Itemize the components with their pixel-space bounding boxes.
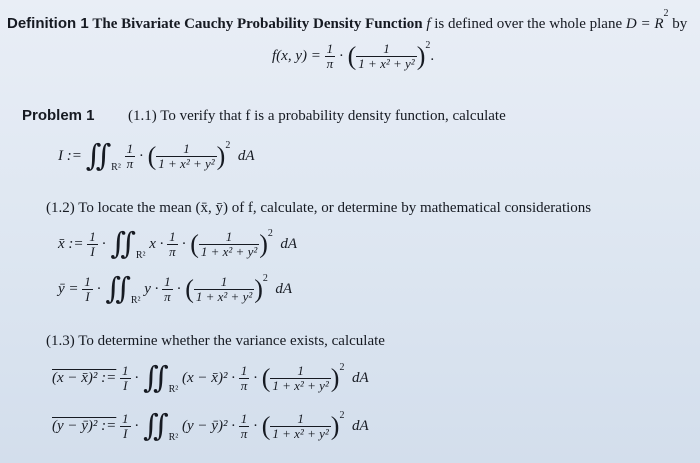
definition-f: f bbox=[426, 16, 431, 32]
problem-1-2: (1.2) To locate the mean (x̄, ȳ) of f, calculate, or determine by mathematical considerations bbox=[46, 200, 592, 216]
density-fraction: $\frac{1}{\text{1 + x² + y²}}$ bbox=[358, 41, 415, 72]
definition-by: by bbox=[672, 16, 688, 32]
definition-domain: D = R bbox=[625, 16, 664, 32]
problem-1-3: (1.3) To determine whether the variance exists, calculate bbox=[46, 333, 385, 349]
definition-line bbox=[7, 8, 687, 33]
eq-vary: (y − ȳ)² := $\frac{1}{I}$ · $∬_{R^2}$ (y − ȳ)² · $\frac{1}{\pi}$ · ( $\frac{1}{\text{1 + x² + y²}}$ )$^2$ dA bbox=[52, 409, 369, 443]
one-over-pi: $\frac{1}{\pi}$ bbox=[326, 41, 334, 72]
eq-I: I := $∬_{R^2}$ $\frac{1}{\pi}$ · ( $\frac{1}{\text{1 + x² + y²}}$ )$^2$ dA bbox=[58, 139, 255, 173]
density-formula: f(x, y) = $\frac{1}{\pi}$ · ( $\frac{1}{\text{1 + x² + y²}}$ )$^2$. bbox=[272, 40, 435, 72]
eq-xbar: x̄ := $\frac{1}{I}$ · $∬_{R^2}$ x · $\frac{1}{\pi}$ · ( $\frac{1}{\text{1 + x² + y²}}$ )$^2$ dA bbox=[58, 227, 298, 261]
definition-domain-exp: 2 bbox=[663, 8, 669, 19]
eq-ybar: ȳ = $\frac{1}{I}$ · $∬_{R^2}$ y · $\frac{1}{\pi}$ · ( $\frac{1}{\text{1 + x² + y²}}$ )$^2$ dA bbox=[58, 272, 293, 306]
definition-label: Definition 1 bbox=[7, 15, 89, 32]
definition-tail: is defined over the whole plane bbox=[434, 16, 623, 32]
eq-varx: (x − x̄)² := $\frac{1}{I}$ · $∬_{R^2}$ (x − x̄)² · $\frac{1}{\pi}$ · ( $\frac{1}{\text{1 + x² + y²}}$ )$^2$ dA bbox=[52, 361, 369, 395]
density-lhs: f(x, y) = bbox=[272, 48, 321, 64]
problem-label: Problem 1 bbox=[22, 107, 95, 124]
definition-title: The Bivariate Cauchy Probability Density Function bbox=[92, 16, 423, 32]
problem-1-1: (1.1) To verify that f is a probability density function, calculate bbox=[128, 108, 506, 124]
